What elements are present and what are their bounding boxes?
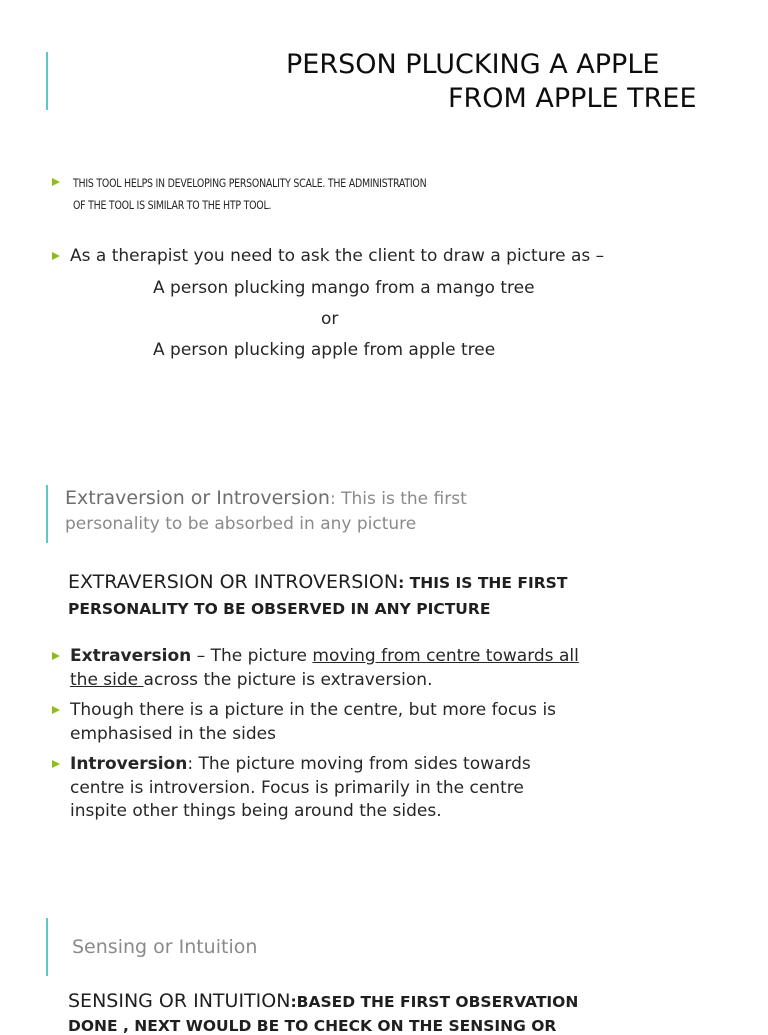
bullet-text-part: : The picture moving from sides towards	[187, 754, 531, 774]
bullet-arrow-icon	[52, 178, 60, 186]
section-heading-small: :BASED THE FIRST OBSERVATION	[290, 993, 579, 1011]
slide-3	[0, 880, 768, 1035]
bullet-text: OF THE TOOL IS SIMILAR TO THE HTP TOOL.	[73, 198, 272, 212]
slide-1	[0, 0, 768, 450]
bullet-text: As a therapist you need to ask the client to draw a picture as –	[70, 246, 605, 266]
bullet-arrow-icon	[52, 652, 60, 660]
bullet-arrow-icon	[52, 706, 60, 714]
drawing-option: A person plucking apple from apple tree	[153, 340, 496, 360]
image-heading-bold: Extraversion or Introversion	[65, 487, 330, 509]
underlined-text: moving from centre towards all	[312, 646, 579, 666]
bullet-text: inspite other things being around the sides.	[70, 801, 442, 821]
bullet-text-part: across the picture is extraversion.	[143, 670, 433, 690]
bullet-text	[70, 644, 579, 668]
section-heading-small: : THIS IS THE FIRST	[398, 574, 568, 592]
section-heading-line-2	[68, 1016, 556, 1035]
section-heading-small: DONE , NEXT WOULD BE TO CHECK ON THE SENSING OR	[68, 1017, 557, 1035]
accent-bar	[46, 52, 48, 110]
image-heading	[65, 486, 467, 511]
section-heading-big: EXTRAVERSION OR INTROVERSION	[68, 571, 399, 593]
accent-bar	[46, 485, 48, 543]
bullet-text: centre is introversion. Focus is primarily in the centre	[70, 778, 524, 798]
term-introversion: Introversion	[70, 754, 188, 774]
slide-2	[0, 450, 768, 880]
section-heading-big: SENSING OR INTUITION	[68, 990, 291, 1012]
slide-title-line-2: FROM APPLE TREE	[448, 83, 697, 114]
accent-bar	[46, 918, 48, 976]
section-heading	[68, 990, 578, 1012]
section-heading-line-2	[68, 599, 490, 618]
bullet-text: Though there is a picture in the centre, but more focus is	[70, 700, 557, 720]
option-separator: or	[321, 309, 339, 329]
drawing-option: A person plucking mango from a mango tree	[153, 278, 535, 298]
section-heading	[68, 571, 567, 593]
slide-title-line-1: PERSON PLUCKING A APPLE	[286, 49, 660, 80]
image-heading-rest: personality to be absorbed in any picture	[65, 514, 417, 534]
section-heading-small: PERSONALITY TO BE OBSERVED IN ANY PICTURE	[68, 600, 491, 618]
bullet-text: emphasised in the sides	[70, 724, 276, 744]
bullet-arrow-icon	[52, 252, 60, 260]
bullet-text	[70, 668, 432, 692]
bullet-text-part: – The picture	[191, 646, 313, 666]
image-heading: Sensing or Intuition	[72, 936, 258, 958]
bullet-text: THIS TOOL HELPS IN DEVELOPING PERSONALITY SCALE. THE ADMINISTRATION	[73, 176, 427, 190]
image-heading-rest: : This is the first	[329, 489, 467, 509]
underlined-text: the side	[70, 670, 144, 690]
bullet-text	[70, 752, 531, 776]
term-extraversion: Extraversion	[70, 646, 192, 666]
image-heading-line-2	[65, 511, 416, 536]
bullet-arrow-icon	[52, 760, 60, 768]
